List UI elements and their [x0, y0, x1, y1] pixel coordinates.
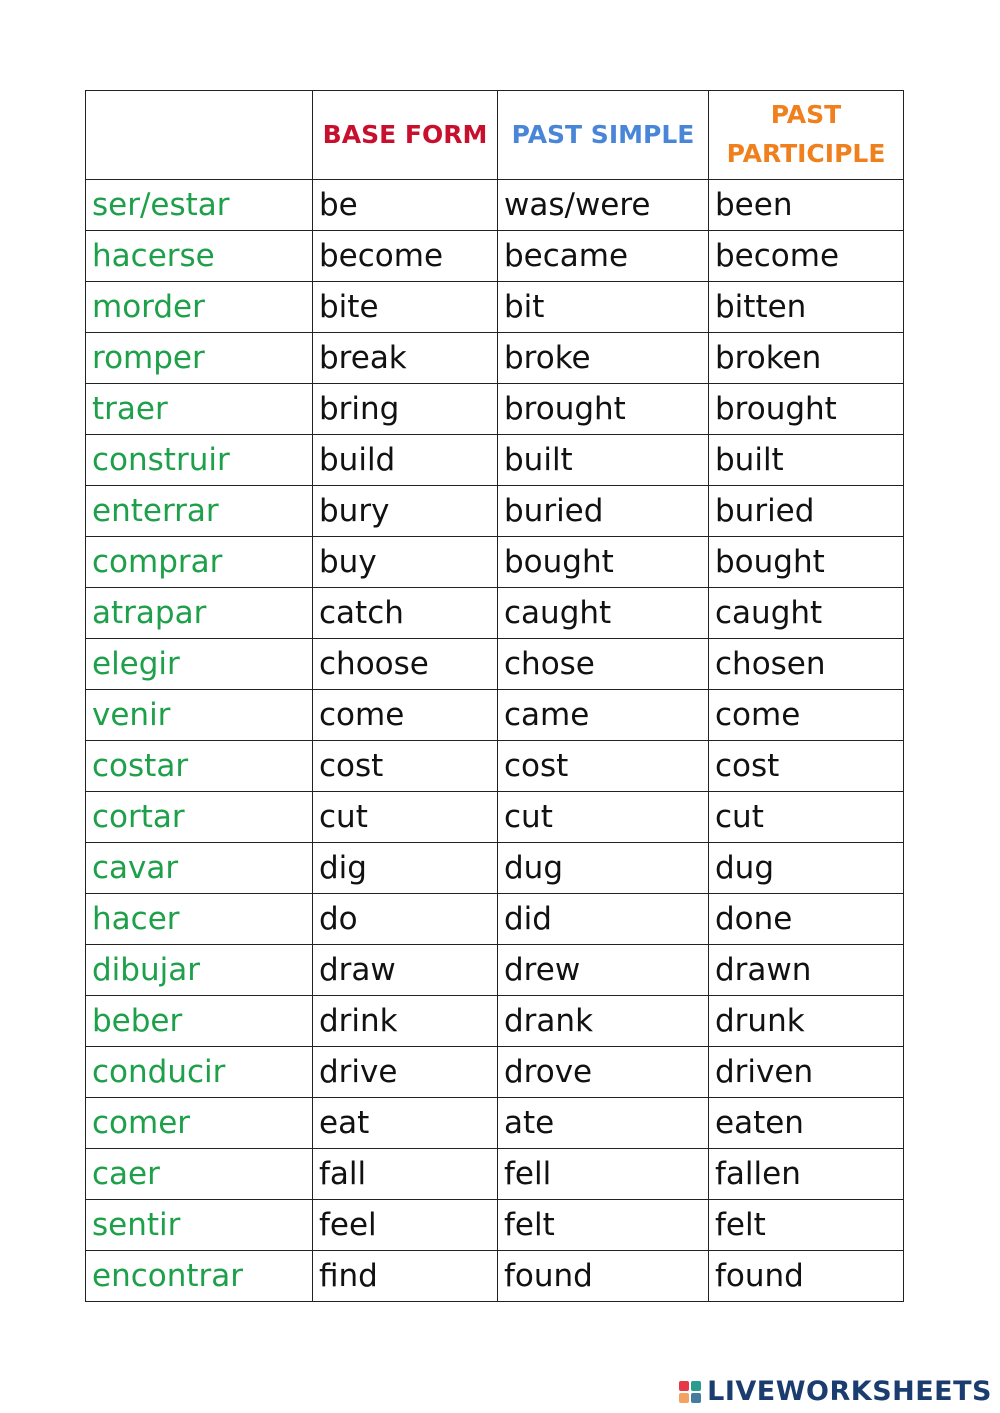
table-row [86, 333, 904, 384]
base-form-cell: dig [313, 843, 498, 894]
past-simple-cell: bought [498, 537, 709, 588]
base-form-cell: drink [313, 996, 498, 1047]
header-past-participle: PAST PARTICIPLE [709, 91, 904, 180]
spanish-cell: cortar [86, 792, 313, 843]
past-simple-cell: came [498, 690, 709, 741]
base-form-cell: fall [313, 1149, 498, 1200]
table-row [86, 690, 904, 741]
table-row [86, 588, 904, 639]
past-simple-cell: caught [498, 588, 709, 639]
past-participle-cell: buried [709, 486, 904, 537]
base-form-cell: come [313, 690, 498, 741]
past-simple-cell: was/were [498, 180, 709, 231]
past-participle-cell: broken [709, 333, 904, 384]
table-row [86, 996, 904, 1047]
table-body [86, 180, 904, 1302]
past-participle-cell: come [709, 690, 904, 741]
past-simple-cell: dug [498, 843, 709, 894]
table-row [86, 1200, 904, 1251]
past-participle-cell: done [709, 894, 904, 945]
base-form-cell: bring [313, 384, 498, 435]
spanish-cell: elegir [86, 639, 313, 690]
past-participle-cell: bought [709, 537, 904, 588]
spanish-cell: traer [86, 384, 313, 435]
past-simple-cell: built [498, 435, 709, 486]
past-participle-cell: bitten [709, 282, 904, 333]
past-participle-cell: driven [709, 1047, 904, 1098]
spanish-cell: comer [86, 1098, 313, 1149]
past-participle-cell: chosen [709, 639, 904, 690]
spanish-cell: construir [86, 435, 313, 486]
liveworksheets-logo [679, 1376, 992, 1407]
base-form-cell: build [313, 435, 498, 486]
table-row [86, 741, 904, 792]
past-simple-cell: drew [498, 945, 709, 996]
irregular-verbs-table [85, 90, 904, 1302]
spanish-cell: costar [86, 741, 313, 792]
base-form-cell: break [313, 333, 498, 384]
spanish-cell: cavar [86, 843, 313, 894]
spanish-cell: dibujar [86, 945, 313, 996]
past-participle-cell: fallen [709, 1149, 904, 1200]
base-form-cell: cost [313, 741, 498, 792]
table-row [86, 435, 904, 486]
base-form-cell: drive [313, 1047, 498, 1098]
spanish-cell: morder [86, 282, 313, 333]
table-header-row [86, 91, 904, 180]
table-row [86, 384, 904, 435]
past-participle-cell: brought [709, 384, 904, 435]
table-row [86, 486, 904, 537]
past-simple-cell: chose [498, 639, 709, 690]
past-participle-cell: caught [709, 588, 904, 639]
spanish-cell: hacer [86, 894, 313, 945]
table-row [86, 945, 904, 996]
logo-text: LIVEWORKSHEETS [707, 1376, 992, 1407]
past-simple-cell: felt [498, 1200, 709, 1251]
spanish-cell: ser/estar [86, 180, 313, 231]
past-simple-cell: did [498, 894, 709, 945]
logo-mark-icon [679, 1381, 701, 1403]
header-base-form: BASE FORM [313, 91, 498, 180]
spanish-cell: hacerse [86, 231, 313, 282]
base-form-cell: become [313, 231, 498, 282]
past-participle-cell: found [709, 1251, 904, 1302]
spanish-cell: sentir [86, 1200, 313, 1251]
base-form-cell: do [313, 894, 498, 945]
spanish-cell: conducir [86, 1047, 313, 1098]
table-row [86, 1251, 904, 1302]
table-row [86, 1047, 904, 1098]
base-form-cell: bury [313, 486, 498, 537]
spanish-cell: caer [86, 1149, 313, 1200]
base-form-cell: catch [313, 588, 498, 639]
table-row [86, 792, 904, 843]
past-simple-cell: became [498, 231, 709, 282]
past-participle-cell: eaten [709, 1098, 904, 1149]
past-participle-cell: felt [709, 1200, 904, 1251]
past-participle-cell: drawn [709, 945, 904, 996]
table-row [86, 843, 904, 894]
past-simple-cell: drank [498, 996, 709, 1047]
table-row [86, 894, 904, 945]
spanish-cell: beber [86, 996, 313, 1047]
spanish-cell: romper [86, 333, 313, 384]
base-form-cell: cut [313, 792, 498, 843]
base-form-cell: bite [313, 282, 498, 333]
past-simple-cell: brought [498, 384, 709, 435]
past-participle-cell: become [709, 231, 904, 282]
spanish-cell: comprar [86, 537, 313, 588]
base-form-cell: eat [313, 1098, 498, 1149]
past-simple-cell: ate [498, 1098, 709, 1149]
past-simple-cell: buried [498, 486, 709, 537]
table-row [86, 231, 904, 282]
past-participle-cell: drunk [709, 996, 904, 1047]
past-participle-cell: built [709, 435, 904, 486]
table-row [86, 1149, 904, 1200]
past-participle-cell: cost [709, 741, 904, 792]
past-simple-cell: broke [498, 333, 709, 384]
spanish-cell: enterrar [86, 486, 313, 537]
past-simple-cell: cut [498, 792, 709, 843]
past-simple-cell: bit [498, 282, 709, 333]
past-simple-cell: found [498, 1251, 709, 1302]
spanish-cell: encontrar [86, 1251, 313, 1302]
base-form-cell: find [313, 1251, 498, 1302]
base-form-cell: be [313, 180, 498, 231]
base-form-cell: draw [313, 945, 498, 996]
spanish-cell: atrapar [86, 588, 313, 639]
past-participle-cell: cut [709, 792, 904, 843]
past-simple-cell: drove [498, 1047, 709, 1098]
table-row [86, 1098, 904, 1149]
past-participle-cell: dug [709, 843, 904, 894]
header-spanish [86, 91, 313, 180]
base-form-cell: choose [313, 639, 498, 690]
spanish-cell: venir [86, 690, 313, 741]
past-simple-cell: fell [498, 1149, 709, 1200]
past-participle-cell: been [709, 180, 904, 231]
base-form-cell: buy [313, 537, 498, 588]
table-row [86, 282, 904, 333]
table-row [86, 639, 904, 690]
table-row [86, 537, 904, 588]
header-past-simple: PAST SIMPLE [498, 91, 709, 180]
table-row [86, 180, 904, 231]
past-simple-cell: cost [498, 741, 709, 792]
base-form-cell: feel [313, 1200, 498, 1251]
